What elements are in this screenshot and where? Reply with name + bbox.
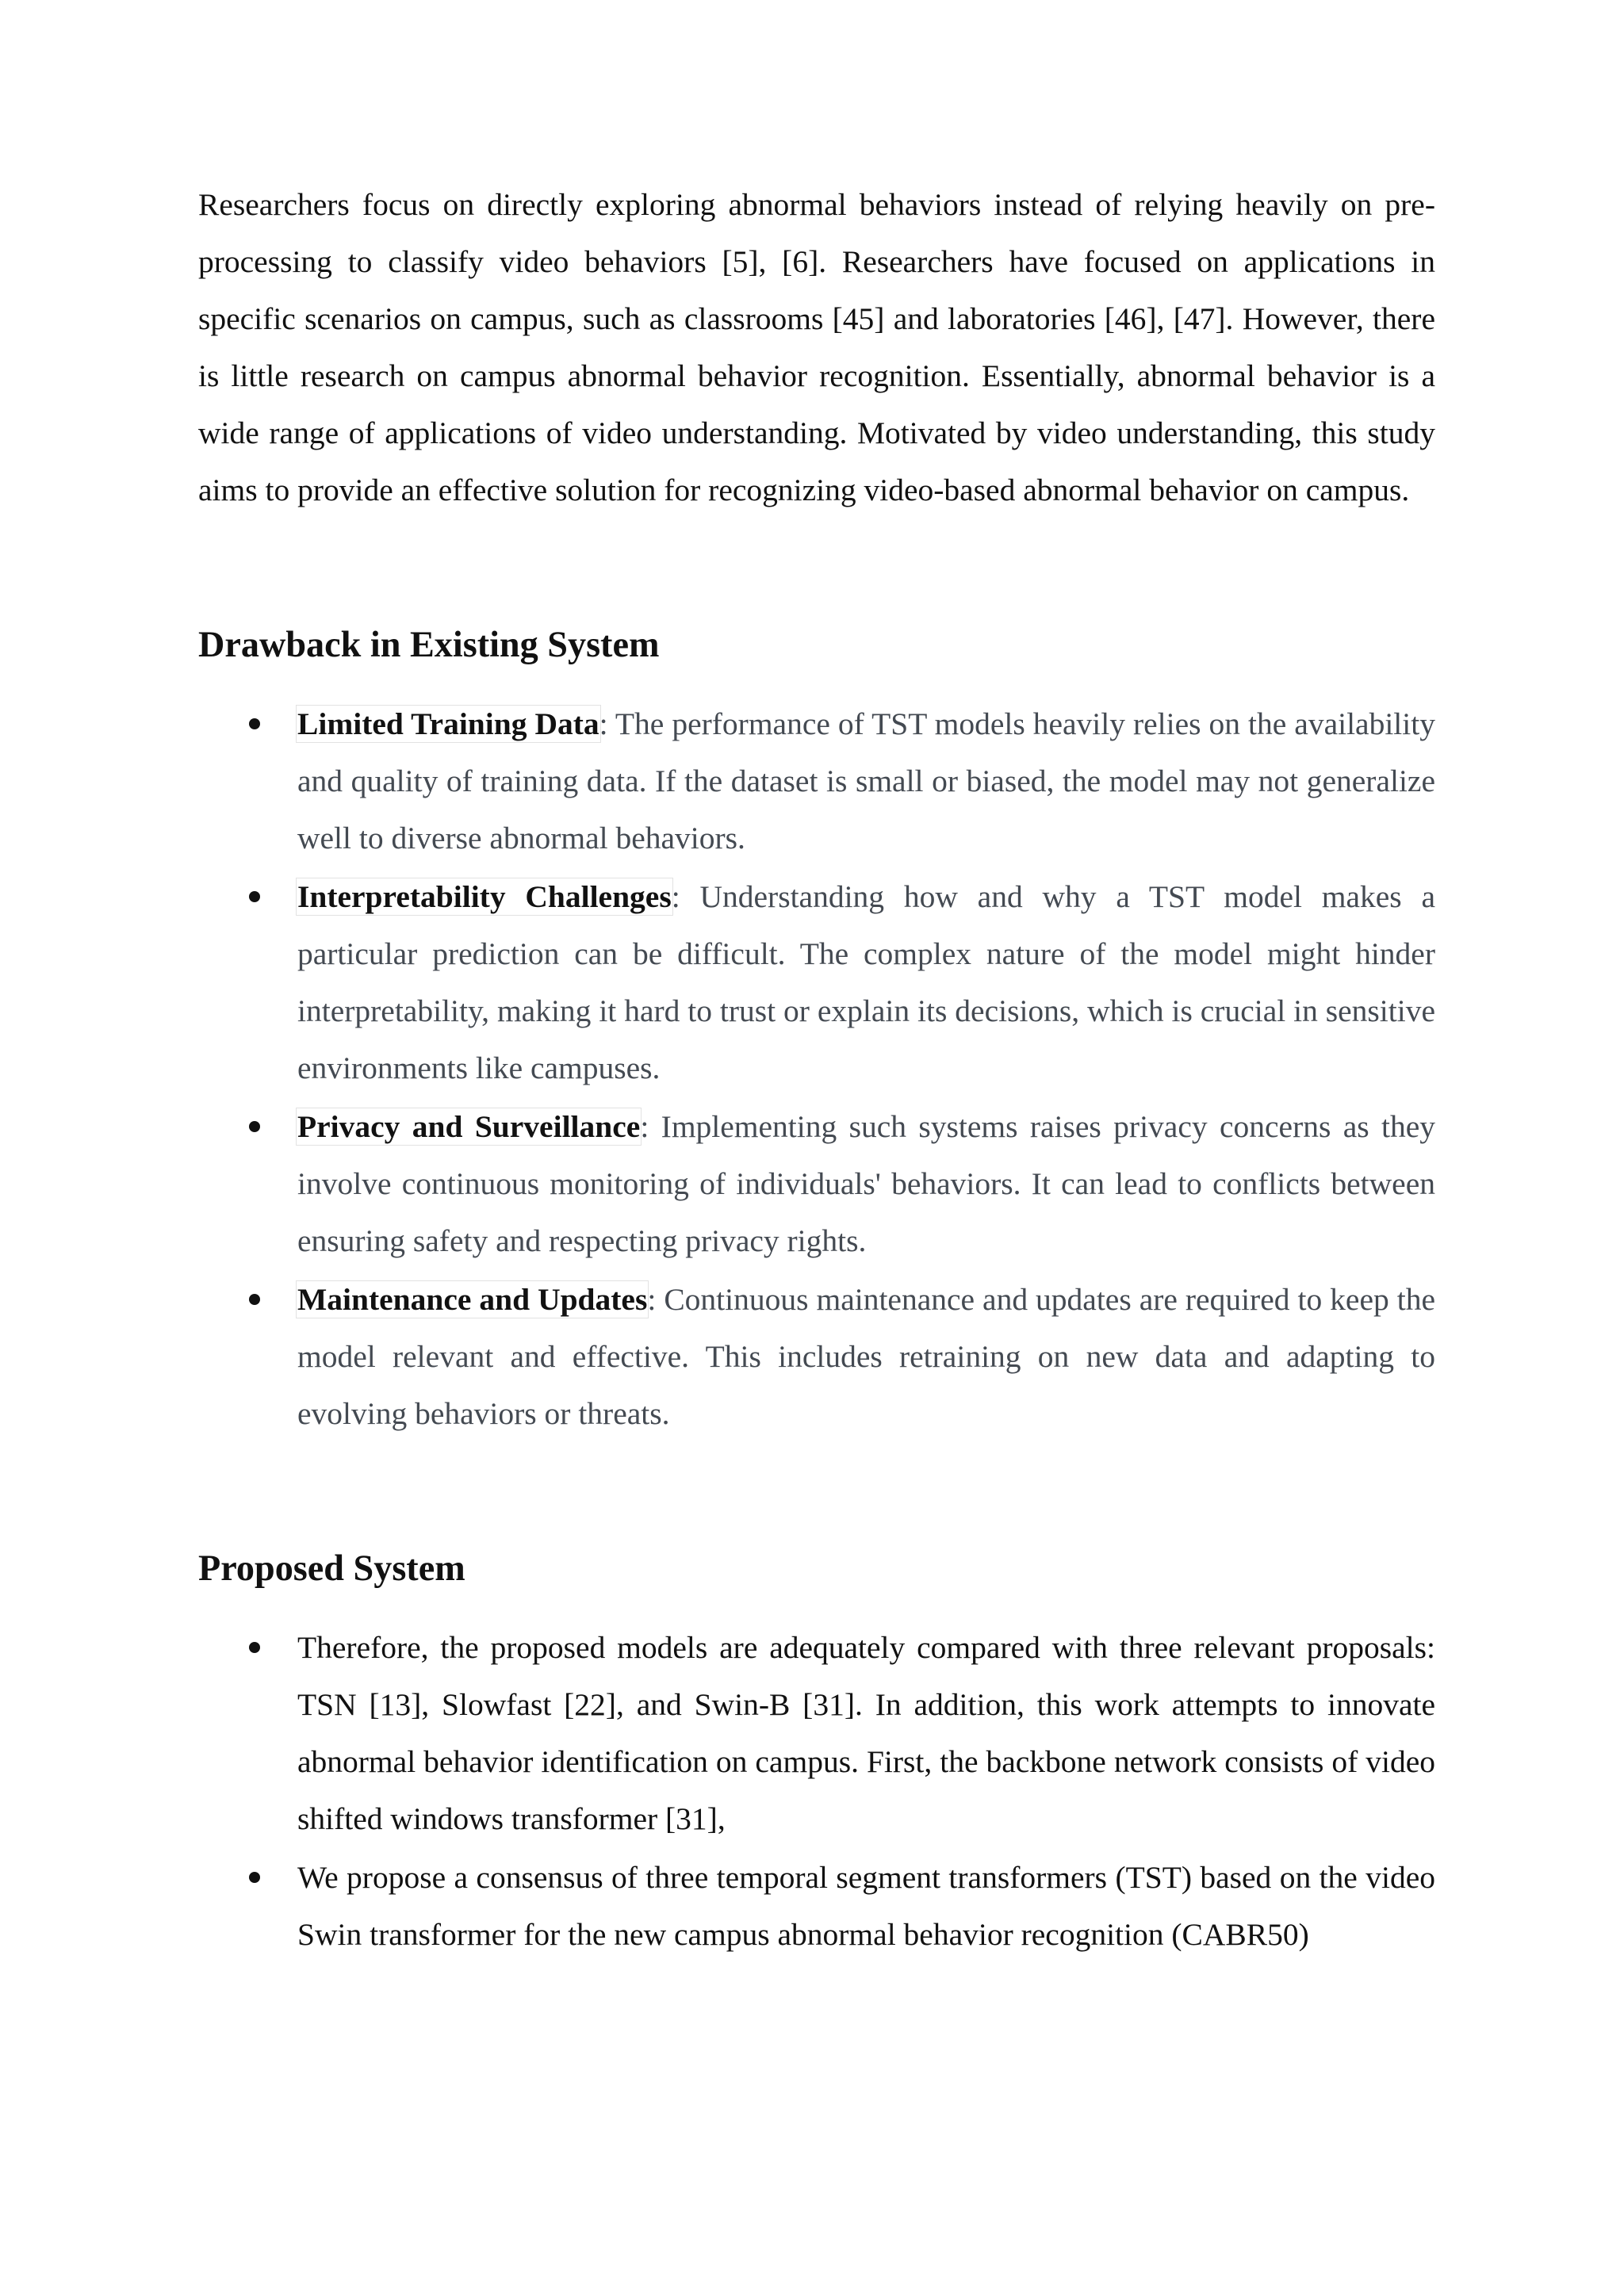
drawback-description: Understanding how and why a TST model makes a particular prediction can be difficult. The complex nature of the model might hinder interpretability, making it hard to trust or explain its decisions, which is crucial in sensitive environments like campuses.: [297, 879, 1435, 1085]
bullet-icon: [249, 1642, 260, 1653]
document-content: [198, 176, 1435, 1965]
drawback-description: The performance of TST models heavily relies on the availability and quality of training data. If the dataset is small or biased, the model may not generalize well to diverse abnormal behaviors.: [297, 706, 1435, 855]
drawback-term: Limited Training Data: [297, 706, 599, 741]
bullet-icon: [249, 718, 260, 729]
term-separator: :: [647, 1282, 657, 1317]
term-separator: :: [599, 706, 608, 741]
drawback-item: [198, 695, 1435, 867]
drawback-list: [198, 695, 1435, 1442]
proposed-list: [198, 1619, 1435, 1963]
proposed-item-text: We propose a consensus of three temporal segment transformers (TST) based on the video Swin transformer for the new campus abnormal behavior recognition (CABR50): [297, 1860, 1435, 1952]
bullet-icon: [249, 1872, 260, 1883]
drawback-item: [198, 868, 1435, 1096]
drawback-term: Privacy and Surveillance: [297, 1109, 641, 1144]
drawback-description: Continuous maintenance and updates are required to keep the model relevant and effective. This includes retraining on new data and adapting to evolving behaviors or threats.: [297, 1282, 1435, 1431]
drawback-section-heading: Drawback in Existing System: [198, 624, 660, 664]
proposed-item: [198, 1619, 1435, 1847]
proposed-section-heading: Proposed System: [198, 1548, 465, 1588]
drawback-item: [198, 1098, 1435, 1269]
term-separator: :: [671, 879, 680, 914]
drawback-term: Interpretability Challenges: [297, 879, 672, 914]
proposed-item: [198, 1849, 1435, 1963]
drawback-description: Implementing such systems raises privacy concerns as they involve continuous monitoring of individuals' behaviors. It can lead to conflicts between ensuring safety and respecting privacy rights.: [297, 1109, 1436, 1258]
drawback-term: Maintenance and Updates: [297, 1282, 648, 1317]
proposed-item-text: Therefore, the proposed models are adequately compared with three relevant proposals: TSN [13], Slowfast [22], and Swin-B [31]. In addition, this work attempts to innovate abnormal behavior identification on campus. First, the backbone network consists of video shifted windows transformer [31],: [297, 1630, 1435, 1836]
intro-paragraph: Researchers focus on directly exploring abnormal behaviors instead of relying heavily on pre-processing to classify video behaviors [5], [6]. Researchers have focused on applications in specific scenarios on campus, such as classrooms [45] and laboratories [46], [47]. However, there is little research on campus abnormal behavior recognition. Essentially, abnormal behavior is a wide range of applications of video understanding. Motivated by video understanding, this study aims to provide an effective solution for recognizing video-based abnormal behavior on campus.: [198, 187, 1435, 507]
bullet-icon: [249, 1121, 260, 1132]
term-separator: :: [640, 1109, 649, 1144]
drawback-item: [198, 1271, 1435, 1442]
bullet-icon: [249, 1294, 260, 1305]
bullet-icon: [249, 891, 260, 902]
